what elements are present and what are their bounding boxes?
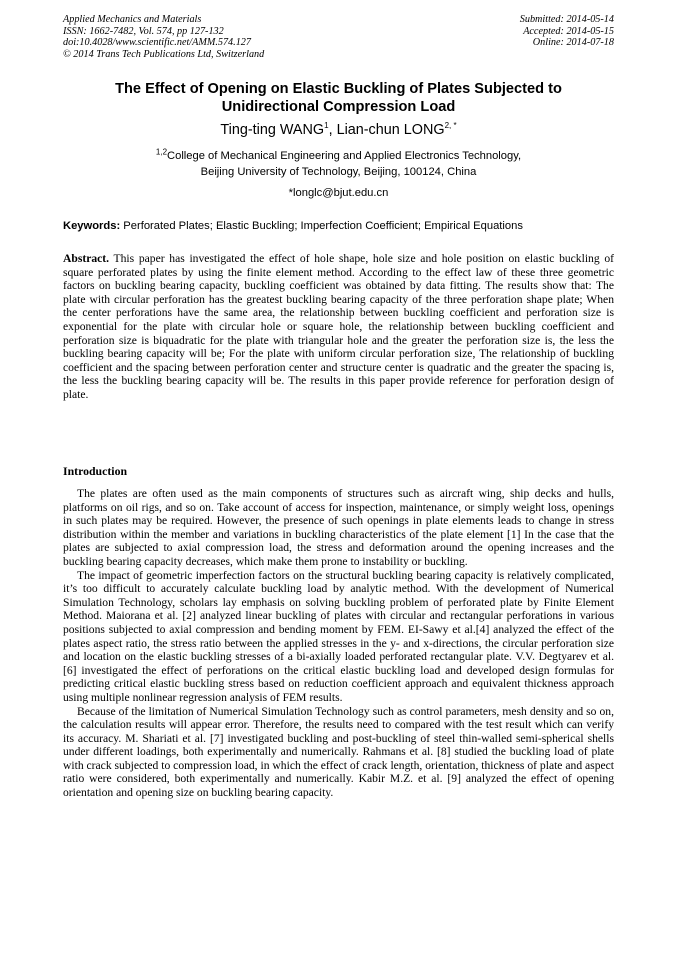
author-separator: , (328, 122, 337, 138)
affiliation-line-2: Beijing University of Technology, Beijing, 100124, China (200, 165, 477, 178)
issn: ISSN: 1662-7482, Vol. 574, pp 127-132 (63, 25, 224, 37)
accepted-date: Accepted: 2014-05-15 (523, 25, 614, 37)
online-date: Online: 2014-07-18 (532, 37, 614, 49)
intro-paragraph-3: Because of the limitation of Numerical Simulation Technology such as control parameters, mesh density and so on, the calculation results will appear error. Therefore, the results need to compared with the test result which can verify its accuracy. M. Shariati et al. [7] investigated buckling and post-buckling of steel thin-walled semi-spherical shells under different loadings, both experimentally and numerically. Rahmans et al. [8] studied the buckling load of plate with crack subjected to compression load, in which the effect of crack length, orientation, thickness of plate and aspect ratio were considered, both experimentally and numerically. Kabir M.Z. et al. [9] analyzed the effect of opening orientation and opening size on buckling bearing capacity. (63, 704, 614, 800)
intro-paragraph-1: The plates are often used as the main components of structures such as aircraft wing, ship decks and hulls, platforms on oil rigs, and so on. Take account of access for inspection, maintenance, or simply weight loss, openings in such plates may be required. However, the presence of such openings in plate elements leads to change in stress distribution within the member and variations in buckling characteristics of the plate element [1] In the case that the plates are subjected to axial compression load, the stress and deformation around the opening increases and the buckling bearing capacity decreases, which make them prone to instability or buckling. (63, 487, 614, 568)
author-list (63, 121, 614, 139)
doi: doi:10.4028/www.scientific.net/AMM.574.127 (63, 37, 251, 49)
abstract-label: Abstract. (63, 252, 110, 265)
author-1: Ting-ting WANG (220, 122, 325, 138)
author-1-affiliation-mark: 1 (324, 121, 329, 131)
introduction-body (63, 487, 614, 800)
keywords-text: Perforated Plates; Elastic Buckling; Imperfection Coefficient; Empirical Equations (120, 220, 523, 232)
affiliation-text-1: College of Mechanical Engineering and Applied Electronics Technology, (167, 150, 522, 162)
author-2: Lian-chun LONG (336, 122, 445, 138)
keywords-label: Keywords: (63, 220, 121, 232)
abstract (63, 252, 614, 402)
publication-dates (520, 14, 614, 49)
affiliation-mark: 1,2 (155, 147, 168, 157)
title-line-2: Unidirectional Compression Load (221, 99, 456, 115)
author-2-affiliation-mark: 2, * (444, 121, 457, 131)
keywords (63, 219, 614, 233)
submitted-date: Submitted: 2014-05-14 (519, 14, 614, 25)
affiliation (63, 149, 614, 180)
paper-title (63, 80, 614, 116)
journal-header (63, 14, 264, 60)
section-heading-introduction: Introduction (63, 464, 128, 478)
intro-paragraph-2: The impact of geometric imperfection factors on the structural buckling bearing capacity is relatively complicated, it’s too difficult to accurately calculate buckling load by analytic method. With the development of Numerical Simulation Technology, scholars lay emphasis on solving buckling problem of perforated plate by Finite Element Method. Maiorana et al. [2] analyzed linear buckling of plates with circular and rectangular perforations in various positions subjected to axial compression and bending moment by FEM. EI-Sawy et al.[4] analyzed the effect of the plates aspect ratio, the stress ratio between the applied stresses in the y- and x-directions, the circular perforation size and location on the elastic buckling stresses of a bi-axially loaded perforated rectangular plate. V.V. Degtyarev et al. [6] investigated the effect of perforations on the critical elastic buckling load and developed design formulas for predicting critical elastic buckling stress based on reduction coefficient approach and equivalent thickness approach using multiple nonlinear regression analysis of FEM results. (63, 568, 614, 704)
title-line-1: The Effect of Opening on Elastic Buckling of Plates Subjected to (115, 81, 562, 97)
corresponding-email[interactable]: *longlc@bjut.edu.cn (288, 187, 389, 199)
copyright: © 2014 Trans Tech Publications Ltd, Switzerland (63, 48, 265, 60)
abstract-text: This paper has investigated the effect of hole shape, hole size and hole position on elastic buckling of square perforated plates by using the finite element method. According to the effect law of these three geometric factors on buckling bearing capacity, buckling coefficient was obtained by data fitting. The results show that: The plate with circular perforation has the greatest buckling bearing capacity of the three perforation shape plate; When the center perforations have the same area, the relationship between buckling coefficient and perforation size is exponential for the plate with circular hole or square hole, the relationship between buckling coefficient and perforation size is biquadratic for the plate with triangular hole and the greater the perforation size is, the less the buckling bearing capacity will be; For the plate with uniform circular perforation size, The relationship of buckling coefficient and the spacing between perforation center and structure center is quadratic and the greater the spacing is, the less the buckling bearing capacity will be. The results in this paper provide reference for perforation design of plate. (63, 252, 614, 401)
affiliation-line-1 (63, 149, 614, 165)
journal-name: Applied Mechanics and Materials (63, 14, 202, 25)
